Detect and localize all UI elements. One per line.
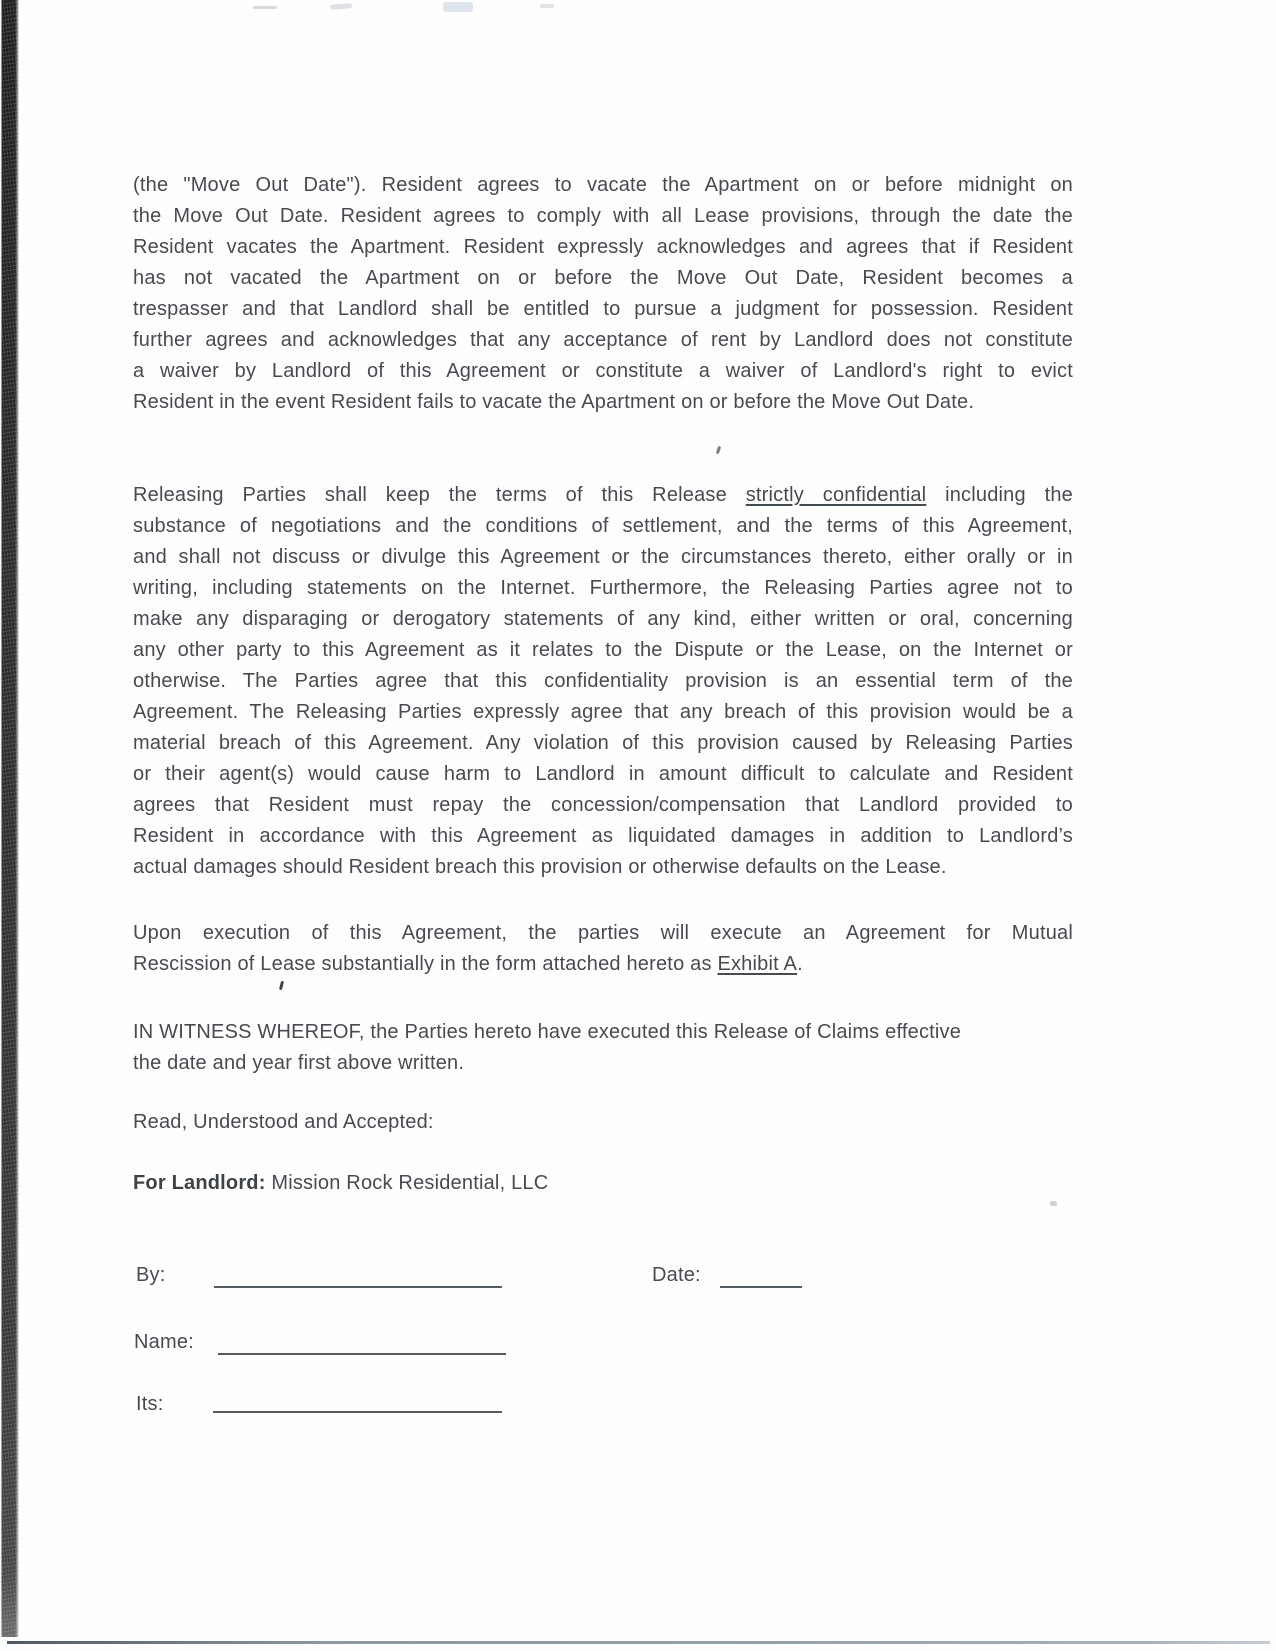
text-line: [133, 294, 1073, 325]
scan-speck-mark: [716, 446, 721, 455]
text-segment: a waiver by Landlord of this Agreement or constitute a waiver of Landlord's right to evict: [133, 360, 1073, 382]
text-line: [133, 697, 1073, 728]
text-line: [133, 573, 1073, 604]
paragraph-confidentiality: [133, 480, 1073, 883]
scan-left-edge-artifact: [0, 0, 19, 1637]
text-line: [133, 1168, 1073, 1199]
date-label: Date:: [652, 1264, 701, 1286]
its-label: Its:: [136, 1393, 164, 1415]
text-line: [133, 852, 1073, 883]
text-line: [133, 263, 1073, 294]
text-line: [133, 201, 1073, 232]
text-line: [133, 387, 1073, 418]
text-line: [133, 666, 1073, 697]
text-segment: and shall not discuss or divulge this Agreement or the circumstances thereto, either orally or in: [133, 546, 1073, 568]
date-signature-line: [720, 1286, 802, 1288]
text-line: [133, 821, 1073, 852]
paragraph-read-accepted: [133, 1107, 1073, 1138]
scan-top-smudge: [540, 4, 554, 8]
paragraph-witness-whereof: [133, 1017, 1073, 1079]
text-segment: further agrees and acknowledges that any acceptance of rent by Landlord does not constitute: [133, 329, 1073, 351]
paragraph-move-out-terms: [133, 170, 1073, 418]
text-segment: Resident vacates the Apartment. Resident expressly acknowledges and agrees that if Resident: [133, 236, 1073, 258]
name-label: Name:: [134, 1331, 194, 1353]
text-segment: the Move Out Date. Resident agrees to comply with all Lease provisions, through the date the: [133, 205, 1073, 227]
text-line: [133, 918, 1073, 949]
text-segment: Upon execution of this Agreement, the parties will execute an Agreement for Mutual: [133, 922, 1073, 944]
text-line: [133, 356, 1073, 387]
scan-top-smudge: [253, 6, 277, 9]
text-segment: IN WITNESS WHEREOF, the Parties hereto have executed this Release of Claims effective: [133, 1021, 962, 1043]
text-segment: any other party to this Agreement as it relates to the Dispute or the Lease, on the Internet or: [133, 639, 1073, 661]
text-segment: Agreement. The Releasing Parties expressly agree that any breach of this provision would be a: [133, 701, 1073, 723]
text-line: [133, 604, 1073, 635]
text-segment: trespasser and that Landlord shall be entitled to pursue a judgment for possession. Resident: [133, 298, 1073, 320]
scan-top-smudge: [330, 3, 352, 10]
text-segment: (the "Move Out Date"). Resident agrees to vacate the Apartment on or before midnight on: [133, 174, 1073, 196]
text-segment: Mission Rock Residential, LLC: [265, 1172, 549, 1194]
scan-speck-mark: [1050, 1201, 1057, 1206]
text-segment: the date and year first above written.: [133, 1052, 465, 1074]
text-line: [133, 1107, 1073, 1138]
text-segment: Resident in accordance with this Agreement as liquidated damages in addition to Landlord’s: [133, 825, 1073, 847]
text-segment: Rescission of Lease substantially in the form attached hereto as: [133, 953, 718, 975]
text-segment: writing, including statements on the Internet. Furthermore, the Releasing Parties agree not to: [133, 577, 1073, 599]
its-signature-line: [213, 1411, 502, 1413]
text-line: [133, 480, 1073, 511]
text-segment: has not vacated the Apartment on or before the Move Out Date, Resident becomes a: [133, 267, 1073, 289]
text-line: [133, 790, 1073, 821]
text-segment: substance of negotiations and the conditions of settlement, and the terms of this Agreement,: [133, 515, 1073, 537]
text-line: [133, 170, 1073, 201]
underlined-text: strictly confidential: [745, 484, 927, 506]
text-line: [133, 949, 1073, 980]
text-line: [133, 1017, 1073, 1048]
text-line: [133, 728, 1073, 759]
scan-bottom-edge-line: [7, 1641, 1270, 1644]
paragraph-mutual-rescission: [133, 918, 1073, 980]
text-segment: otherwise. The Parties agree that this confidentiality provision is an essential term of the: [133, 670, 1073, 692]
text-line: [133, 1048, 1073, 1079]
text-segment: actual damages should Resident breach this provision or otherwise defaults on the Lease.: [133, 856, 947, 878]
text-line: [133, 635, 1073, 666]
by-signature-line: [214, 1286, 502, 1288]
name-signature-line: [218, 1353, 506, 1355]
text-segment: agrees that Resident must repay the concession/compensation that Landlord provided to: [133, 794, 1073, 816]
text-segment: or their agent(s) would cause harm to Landlord in amount difficult to calculate and Resident: [133, 763, 1073, 785]
text-line: [133, 759, 1073, 790]
text-segment: .: [797, 953, 803, 975]
text-segment: Resident in the event Resident fails to vacate the Apartment on or before the Move Out Date.: [133, 391, 975, 413]
text-line: [133, 232, 1073, 263]
by-label: By:: [136, 1264, 166, 1286]
text-line: [133, 511, 1073, 542]
text-segment: make any disparaging or derogatory statements of any kind, either written or oral, concerning: [133, 608, 1073, 630]
text-segment: Releasing Parties shall keep the terms of this Release: [133, 484, 746, 506]
text-line: [133, 542, 1073, 573]
paragraph-for-landlord: [133, 1168, 1073, 1199]
text-segment: Read, Understood and Accepted:: [133, 1111, 434, 1133]
text-segment: including the: [926, 484, 1073, 506]
text-segment: material breach of this Agreement. Any violation of this provision caused by Releasing Parties: [133, 732, 1073, 754]
scan-top-smudge: [443, 2, 473, 12]
text-line: [133, 325, 1073, 356]
bold-text: For Landlord:: [133, 1172, 266, 1194]
scan-speck-mark: [279, 981, 284, 990]
underlined-text: Exhibit A: [717, 953, 798, 975]
